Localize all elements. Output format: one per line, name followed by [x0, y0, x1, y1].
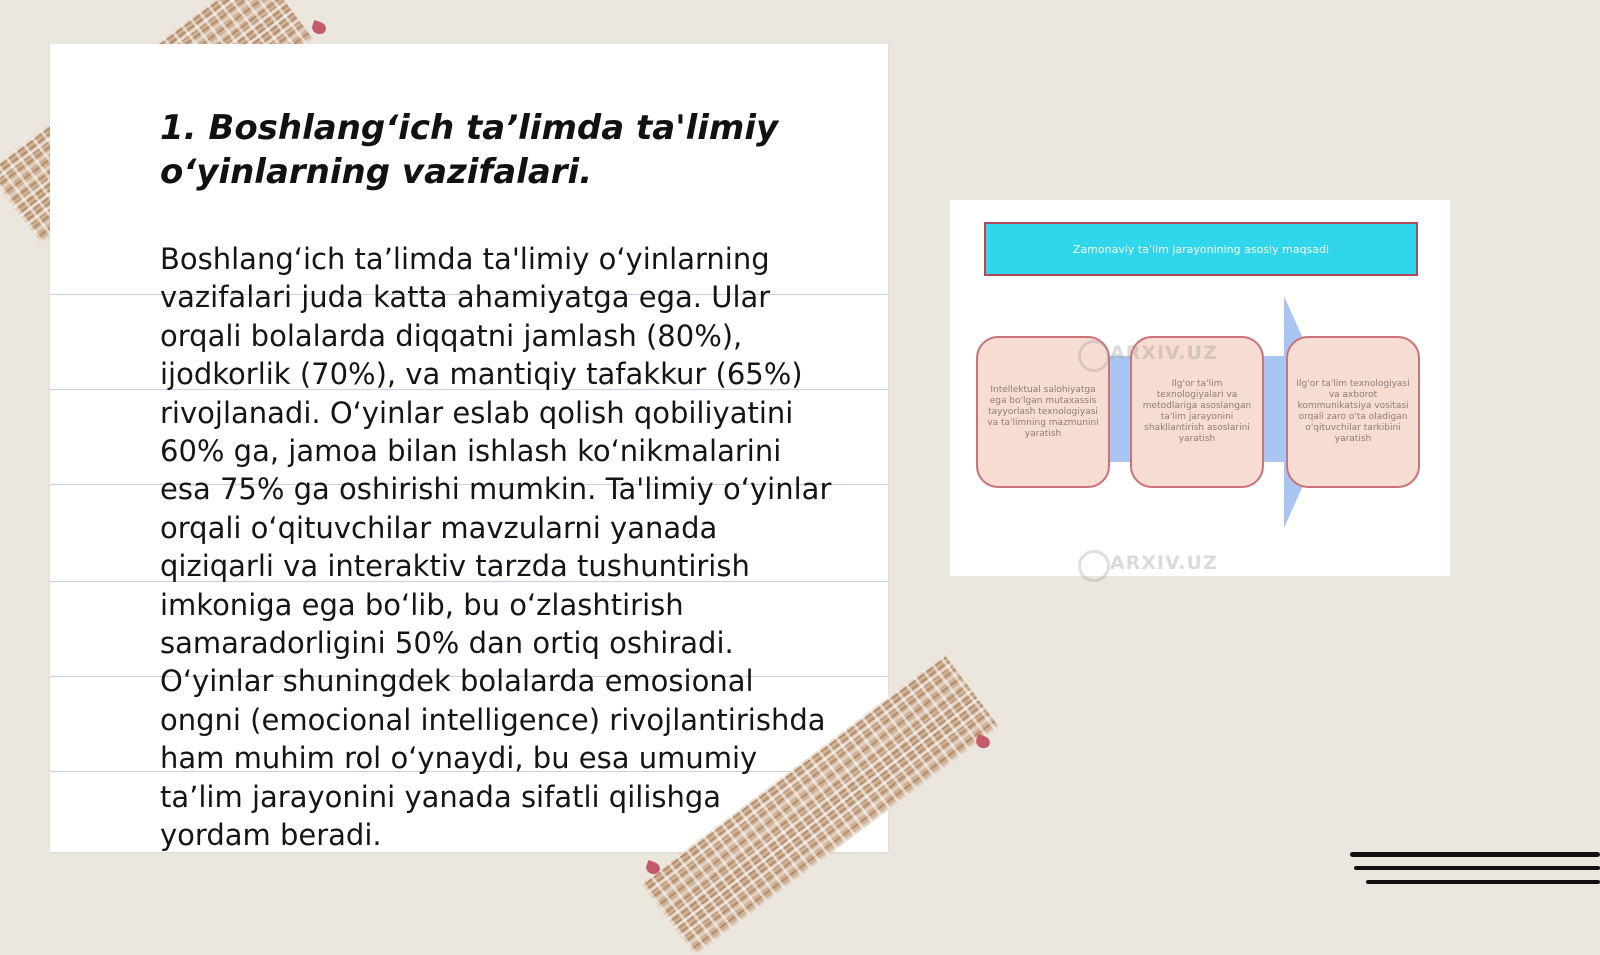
- watermark-text: ARXIV.UZ: [1110, 342, 1218, 364]
- diagram-box-label: Ilg'or ta'lim texnologiyalari va metodlariga asoslangan ta'lim jarayonini shakllantirish asoslarini yaratish: [1142, 379, 1252, 444]
- watermark-logo-icon: [1078, 550, 1110, 582]
- watermark-text: ARXIV.UZ: [1110, 552, 1218, 574]
- diagram-box-3: [1286, 336, 1420, 488]
- diagram-box-label: Ilg'or ta'lim texnologiyasi va axborot kommunikatsiya vositasi orqali zaro o'ta oladigan o'qituvchilar tarkibini yaratish: [1296, 379, 1410, 444]
- slide-title: 1. Boshlang‘ich ta’limda ta'limiy o‘yinlarning vazifalari.: [160, 108, 779, 192]
- tape-pin-icon: [974, 734, 991, 750]
- diagram-image: [950, 200, 1450, 576]
- slide-body-text: Boshlang‘ich ta’limda ta'limiy o‘yinlarning vazifalari juda katta ahamiyatga ega. Ular orqali bolalarda diqqatni jamlash (80%), ijodkorlik (70%), va mantiqiy tafakkur (65%) rivojlanadi. O‘yinlar eslab qolish qobiliyatini 60% ga, jamoa bilan ishlash ko‘nikmalarini esa 75% ga oshirishi mumkin. Ta'limiy o‘yinlar orqali o‘qituvchilar mavzularni yanada qiziqarli va interaktiv tarzda tushuntirish imkoniga ega bo‘lib, bu o‘zlashtirish samaradorligini 50% dan ortiq oshiradi. O‘yinlar shuningdek bolalarda emosional ongni (emocional intelligence) rivojlantirishda ham muhim rol o‘ynaydi, bu esa umumiy ta’lim jarayonini yanada sifatli qilishga yordam beradi.: [160, 242, 832, 852]
- diagram-header-label: Zamonaviy ta'lim jarayonining asosiy maqsadi: [1072, 242, 1330, 256]
- decorative-stroke: [1354, 866, 1600, 870]
- decorative-stroke: [1366, 880, 1600, 884]
- diagram-header: [984, 222, 1418, 276]
- decorative-stroke: [1350, 852, 1600, 857]
- watermark-logo-icon: [1078, 340, 1110, 372]
- notebook-paper: [50, 44, 888, 852]
- tape-pin-icon: [310, 20, 327, 36]
- diagram-box-label: Intellektual salohiyatga ega bo'lgan mutaxassis tayyorlash texnologiyasi va ta'limning mazmunini yaratish: [987, 384, 1099, 439]
